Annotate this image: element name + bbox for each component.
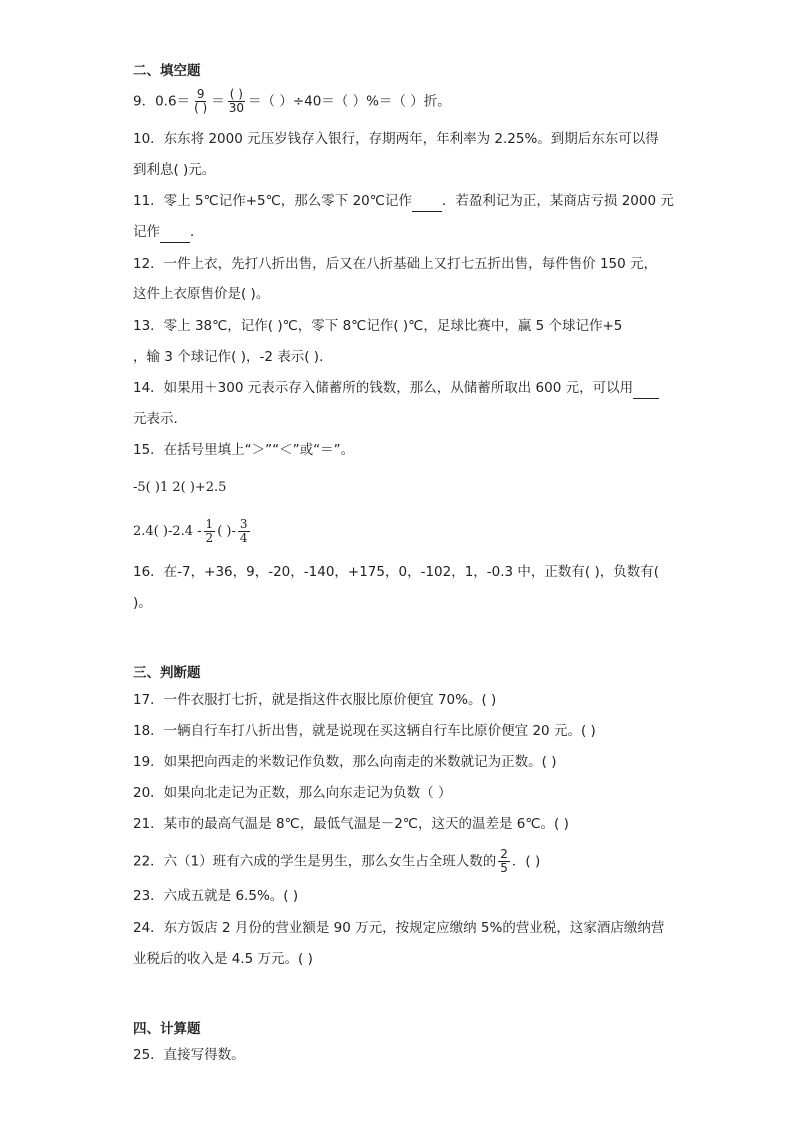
question-15-row-1: -5( )1 2( )+2.5 [133,480,227,495]
fraction-3-4: $\frac{3}{4}$ [239,517,248,545]
question-17: 17．一件衣服打七折，就是指这件衣服比原价便宜 70%。( ) [133,692,497,708]
question-13-line-1: 13．零上 38℃，记作( )℃，零下 8℃记作( )℃，足球比赛中，赢 5 个球记作+5 [133,318,623,334]
answer-blank[interactable] [160,222,190,243]
question-15-row-2: 2.4( )-2.4 - $\frac{1}{2}$ ( )- $\frac{3}{4}$ [133,517,248,545]
question-16-line-2: )。 [133,595,152,611]
question-15-title: 15．在括号里填上“＞”“＜”或“＝”。 [133,442,355,458]
answer-blank[interactable] [633,378,659,399]
question-24-line-1: 24．东方饭店 2 月份的营业额是 90 万元，按规定应缴纳 5%的营业税，这家酒店缴纳营 [133,920,665,936]
question-12-line-2: 这件上衣原售价是( )。 [133,286,270,302]
answer-blank[interactable] [412,191,442,212]
question-22: 22．六（1）班有六成的学生是男生，那么女生占全班人数的 $\frac{2}{5}$ ．( ) [133,847,541,875]
question-11-line-1: 11．零上 5℃记作+5℃，那么零下 20℃记作 ．若盈利记为正，某商店亏损 2000 元 [133,191,674,212]
question-10-line-1: 10．东东将 2000 元压岁钱存入银行，存期两年，年利率为 2.25%。到期后东东可以得 [133,131,659,147]
question-25: 25．直接写得数。 [133,1047,245,1063]
question-13-line-2: ，输 3 个球记作( )，-2 表示( )． [133,349,333,365]
fraction-blank-over-30: $\frac{( )}{30}$ [228,87,245,115]
question-14-line-2: 元表示． [133,411,187,427]
question-23: 23．六成五就是 6.5%。( ) [133,888,299,904]
question-14-line-1: 14．如果用＋300 元表示存入储蓄所的钱数，那么，从储蓄所取出 600 元，可以用 [133,378,659,399]
question-10-line-2: 到利息( )元。 [133,162,216,178]
section-heading-fill: 二、填空题 [133,63,201,79]
section-heading-calc: 四、计算题 [133,1021,201,1037]
section-heading-judge: 三、判断题 [133,665,201,681]
question-21: 21．某市的最高气温是 8℃，最低气温是－2℃，这天的温差是 6℃。( ) [133,816,569,832]
question-20: 20．如果向北走记为正数，那么向东走记为负数（ ） [133,785,452,801]
question-11-line-2: 记作 ． [133,222,204,243]
question-9: 9．0.6＝ $\frac{9}{( )}$ ＝ $\frac{( )}{30}$ ＝（ ）÷40＝（ ）%＝（ ）折。 [133,87,451,115]
question-19: 19．如果把向西走的米数记作负数，那么向南走的米数就记为正数。( ) [133,754,557,770]
question-12-line-1: 12．一件上衣，先打八折出售，后又在八折基础上又打七五折出售，每件售价 150 元， [133,256,658,272]
fraction-1-2: $\frac{1}{2}$ [205,517,214,545]
question-24-line-2: 业税后的收入是 4.5 万元。( ) [133,951,313,967]
question-16-line-1: 16．在-7，+36，9，-20，-140，+175，0，-102，1，-0.3 中，正数有( )，负数有( [133,564,660,580]
question-18: 18．一辆自行车打八折出售，就是说现在买这辆自行车比原价便宜 20 元。( ) [133,723,596,739]
fraction-2-5: $\frac{2}{5}$ [500,847,508,875]
fraction-9-over-blank: $\frac{9}{( )}$ [194,87,208,115]
